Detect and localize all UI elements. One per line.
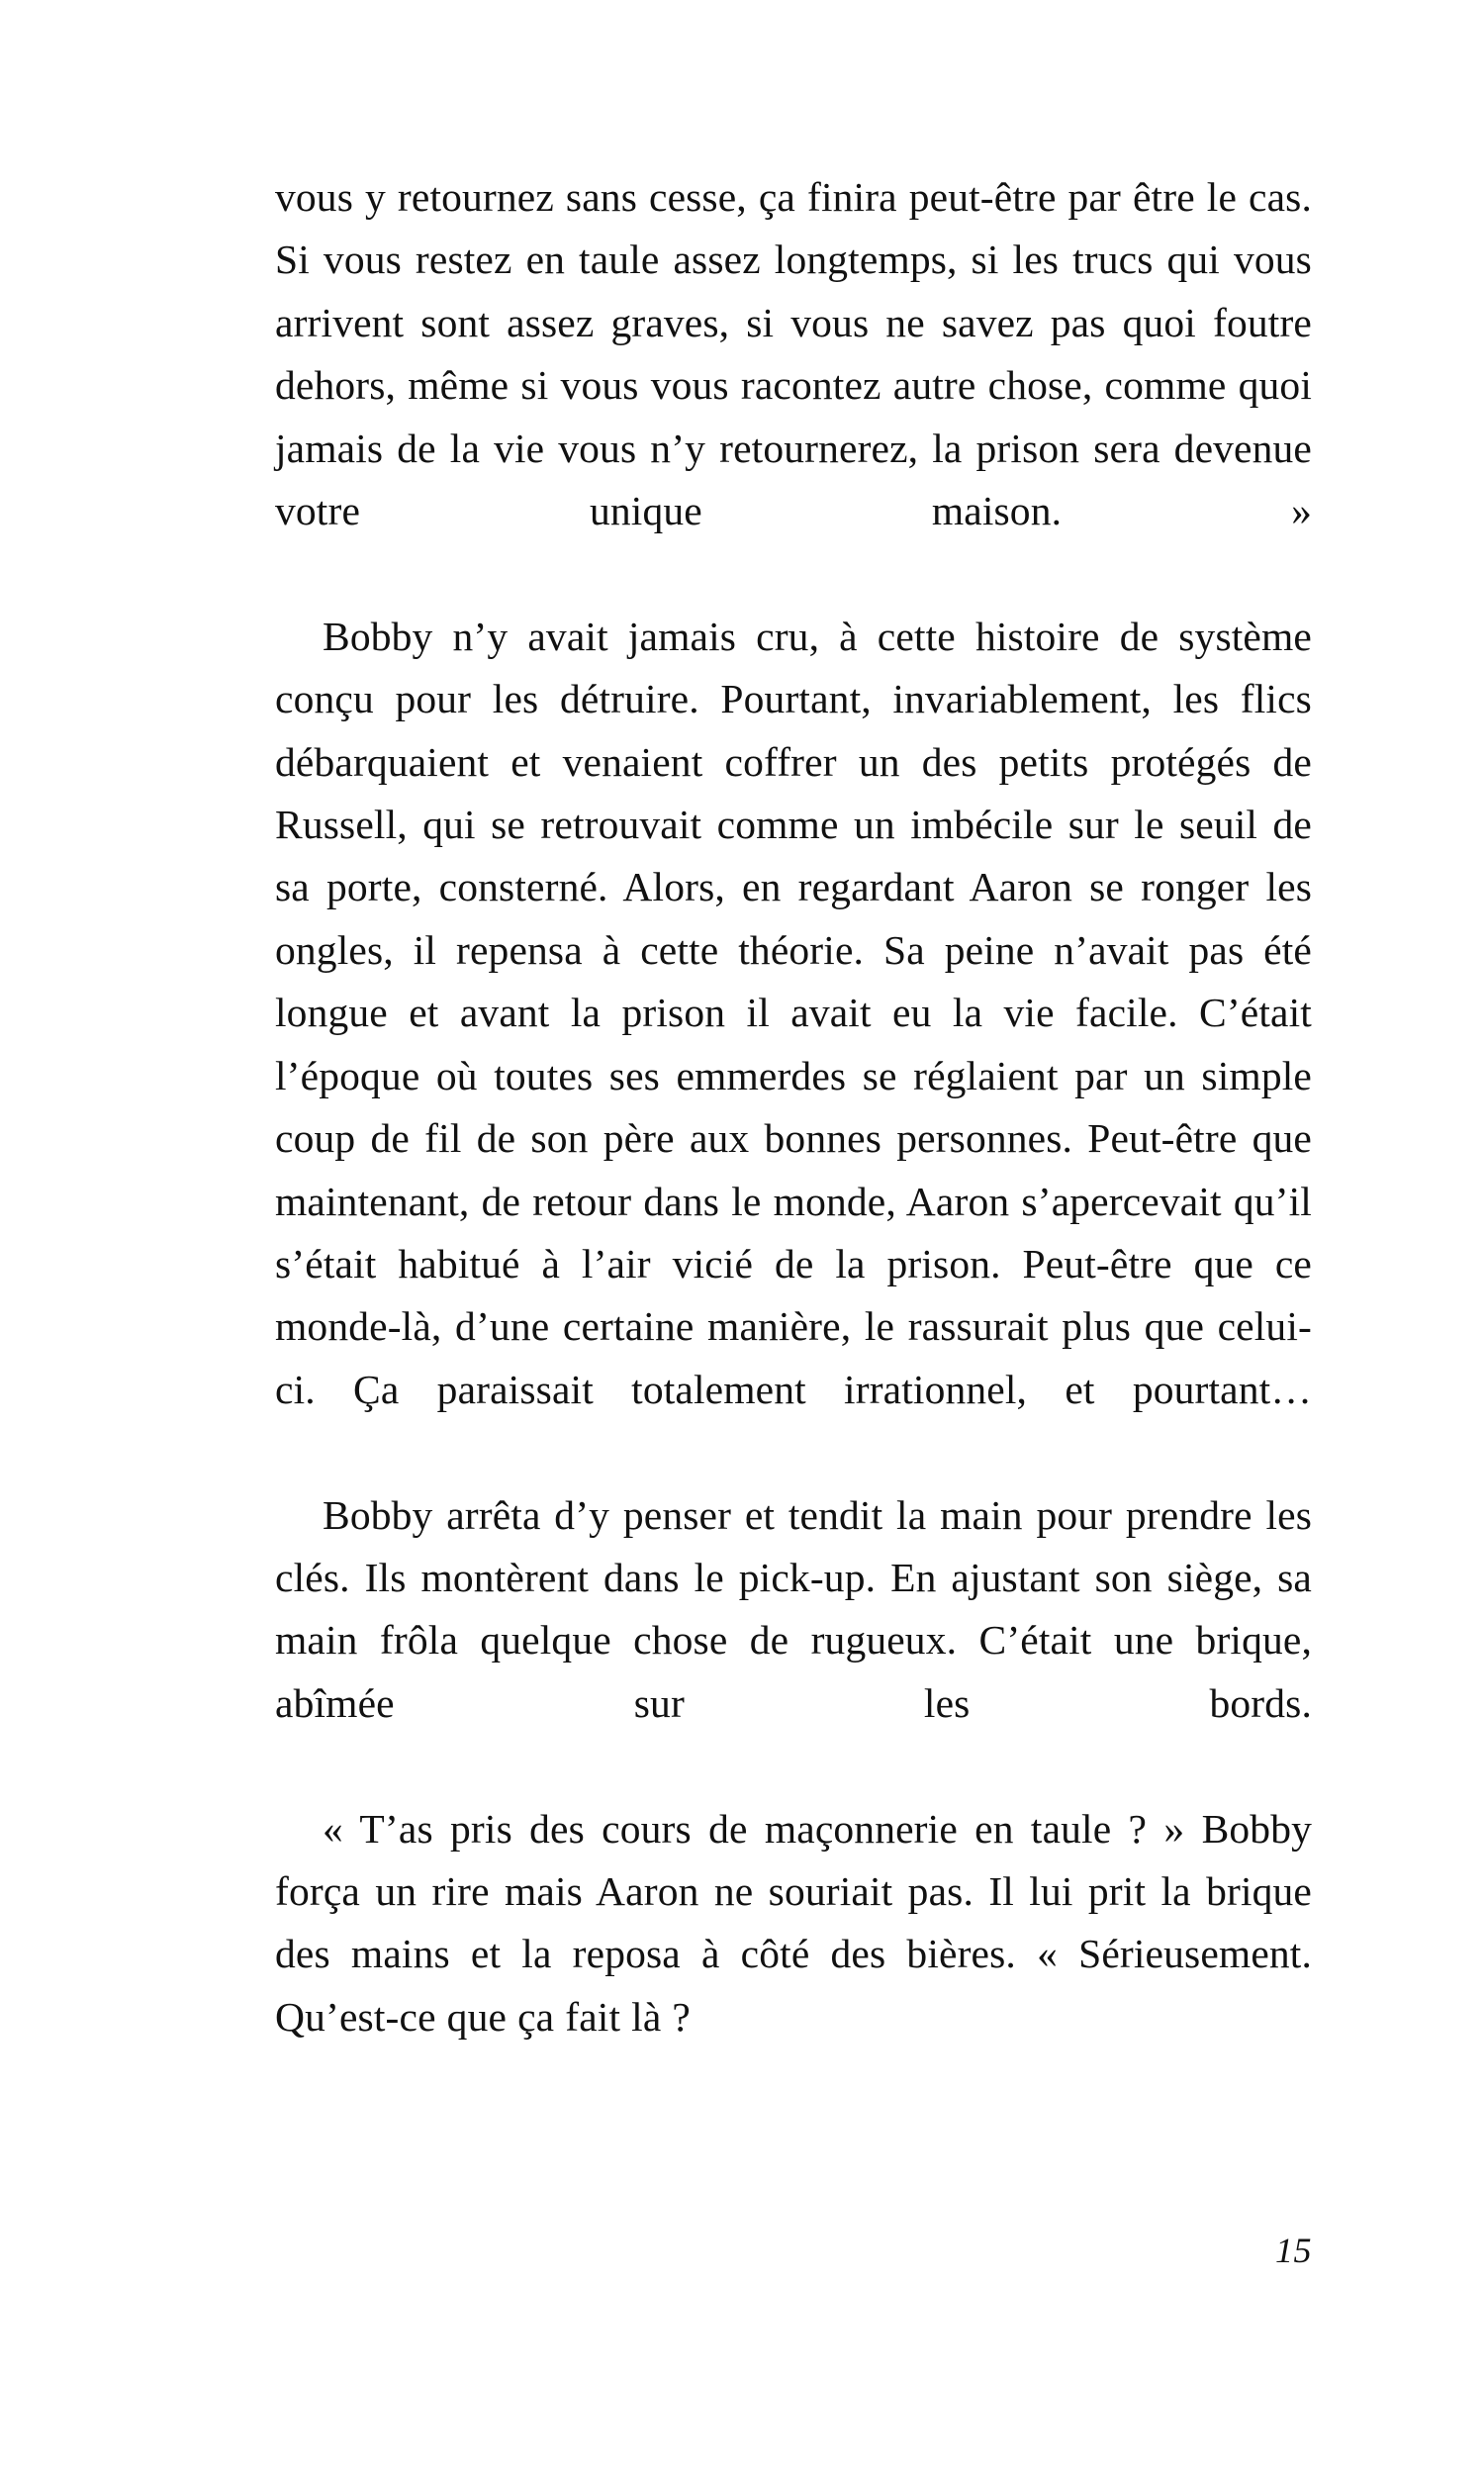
- page-text-block: [275, 166, 1312, 2048]
- paragraph-4: « T’as pris des cours de maçonnerie en taule ? » Bobby força un rire mais Aaron ne souriait pas. Il lui prit la brique des mains et la reposa à côté des bières. « Sérieusement. Qu’est-ce que ça fait là ?: [275, 1805, 1312, 2040]
- paragraph-1: vous y retournez sans cesse, ça finira peut-être par être le cas. Si vous restez en taule assez longtemps, si les trucs qui vous arrivent sont assez graves, si vous ne savez pas quoi foutre dehors, même si vous vous racontez autre chose, comme quoi jamais de la vie vous n’y retournerez, la prison sera devenue votre unique maison. »: [275, 174, 1312, 534]
- paragraph-2: Bobby n’y avait jamais cru, à cette histoire de système conçu pour les détruire. Pourtant, invariablement, les flics débarquaient et venaient coffrer un des petits protégés de Russell, qui se retrouvait comme un imbécile sur le seuil de sa porte, consterné. Alors, en regardant Aaron se ronger les ongles, il repensa à cette théorie. Sa peine n’avait pas été longue et avant la prison il avait eu la vie facile. C’était l’époque où toutes ses emmerdes se réglaient par un simple coup de fil de son père aux bonnes personnes. Peut-être que maintenant, de retour dans le monde, Aaron s’apercevait qu’il s’était habitué à l’air vicié de la prison. Peut-être que ce monde-là, d’une certaine manière, le rassurait plus que celui-ci. Ça paraissait totalement irrationnel, et pourtant…: [275, 613, 1312, 1412]
- page-number: 15: [1275, 2231, 1312, 2270]
- paragraph-3: Bobby arrêta d’y penser et tendit la main pour prendre les clés. Ils montèrent dans le pick-up. En ajustant son siège, sa main frôla quelque chose de rugueux. C’était une brique, abîmée sur les bords.: [275, 1491, 1312, 1726]
